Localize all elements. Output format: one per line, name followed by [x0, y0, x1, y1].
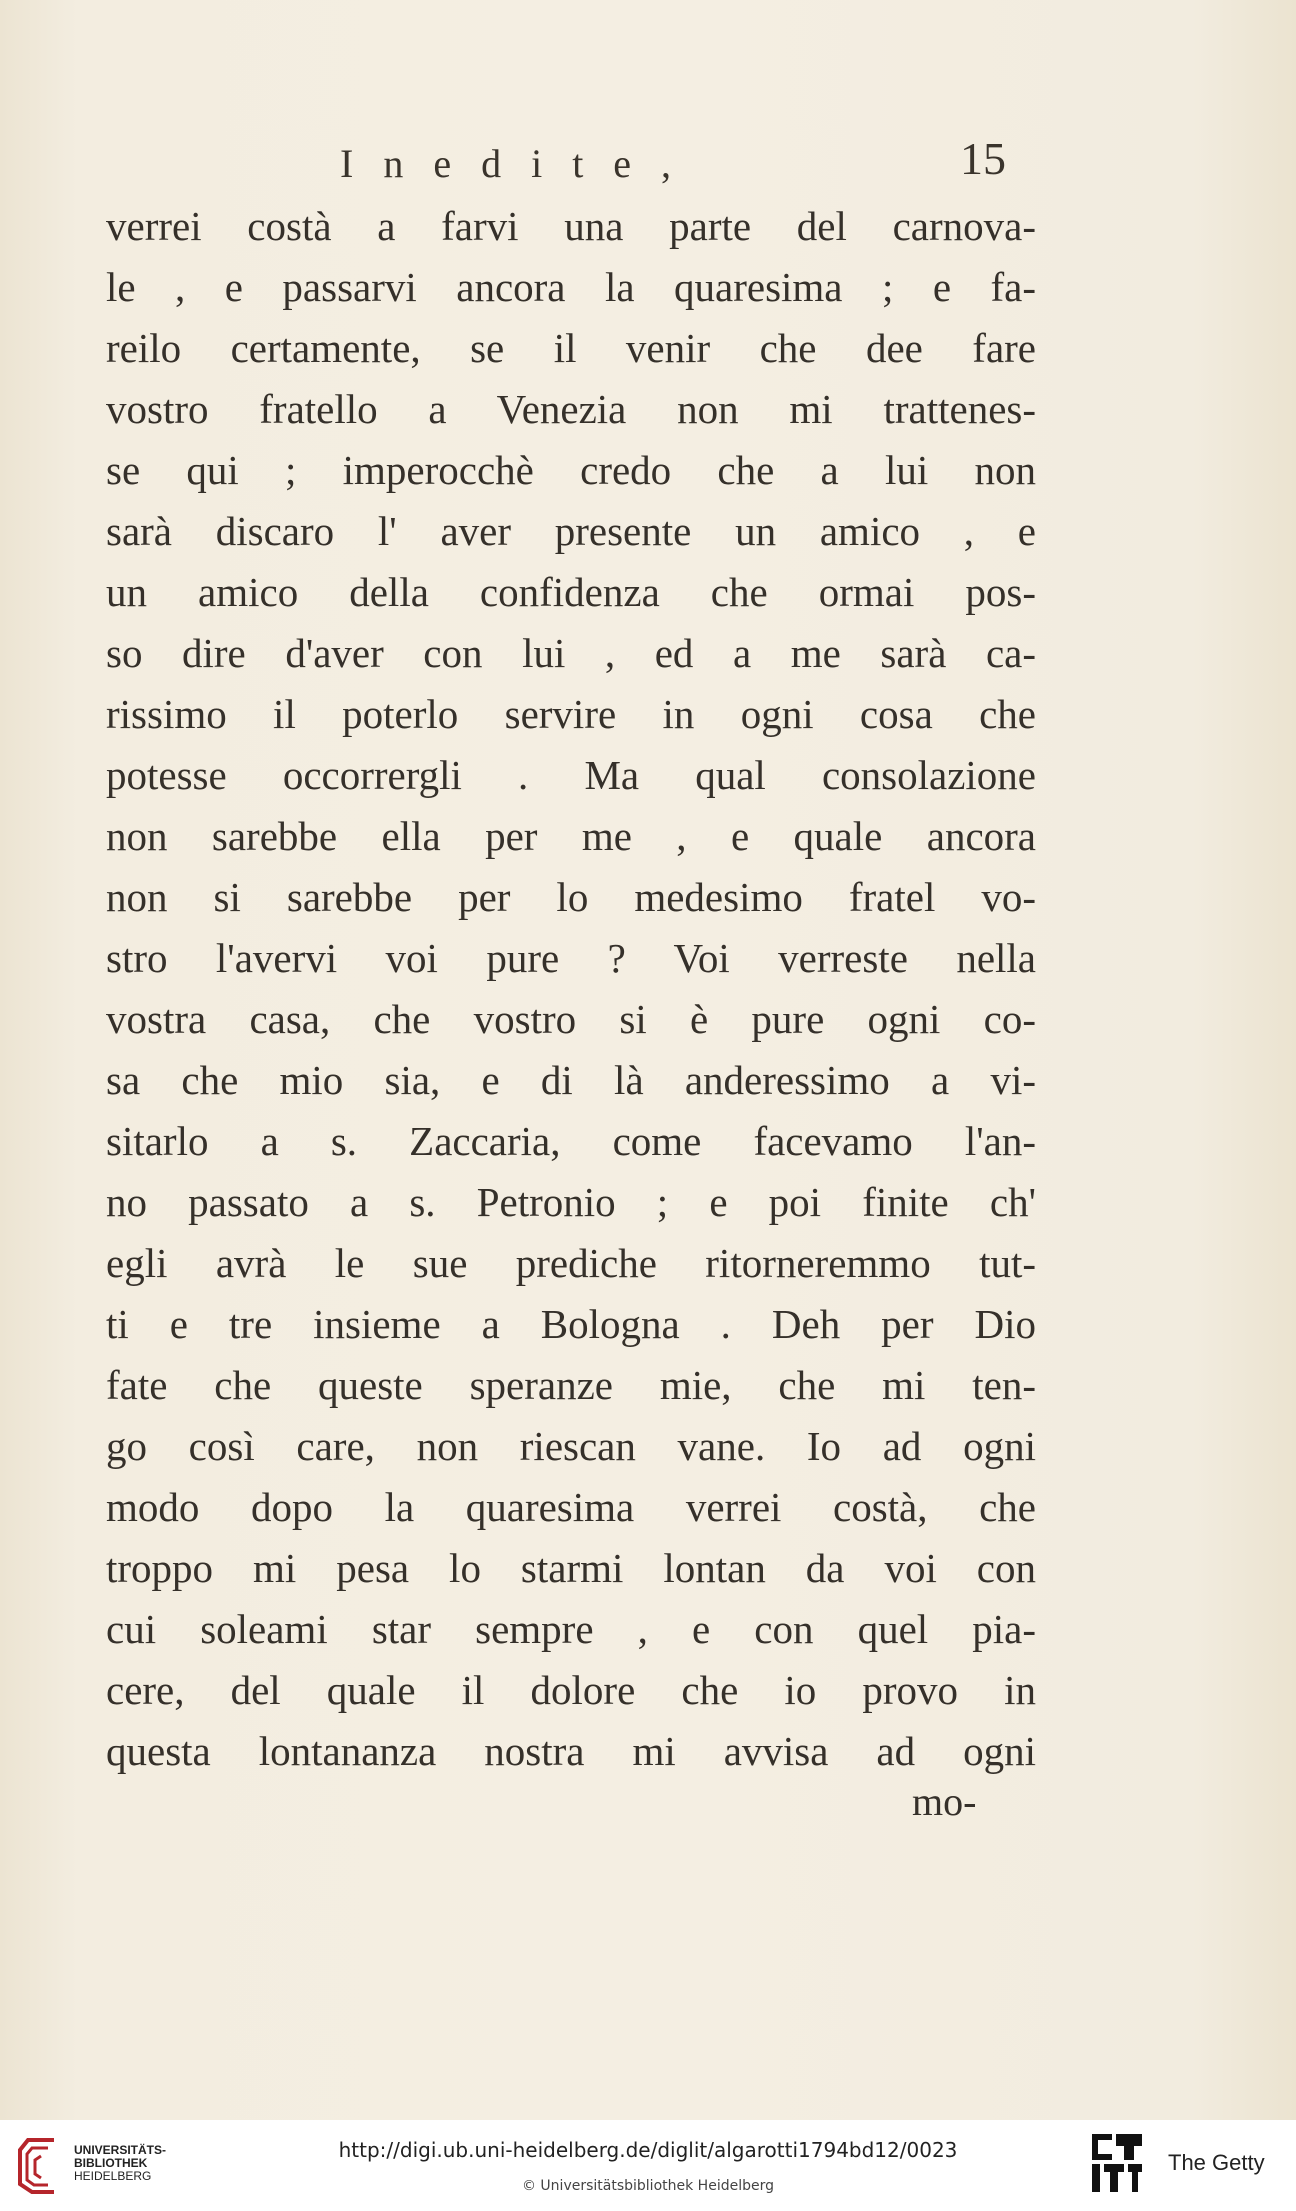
text-line: ti e tre insieme a Bologna . Deh per Dio: [106, 1301, 1036, 1347]
text-line: rissimo il poterlo servire in ogni cosa che: [106, 691, 1036, 737]
text-line: fate che queste speranze mie, che mi ten-: [106, 1362, 1036, 1408]
text-line: sarà discaro l' aver presente un amico , e: [106, 508, 1036, 554]
text-line: egli avrà le sue prediche ritorneremmo tut-: [106, 1240, 1036, 1286]
viewer-footer: [0, 2120, 1296, 2211]
text-line: questa lontananza nostra mi avvisa ad ogni: [106, 1728, 1036, 1774]
text-line: cere, del quale il dolore che io provo in: [106, 1667, 1036, 1713]
text-line: un amico della confidenza che ormai pos-: [106, 569, 1036, 615]
copyright-notice: © Universitätsbibliothek Heidelberg: [521, 2178, 774, 2194]
text-line: verrei costà a farvi una parte del carnova-: [106, 203, 1036, 249]
running-head: Inedite,: [340, 141, 702, 186]
library-name-line: BIBLIOTHEK: [74, 2156, 148, 2170]
text-line: stro l'avervi voi pure ? Voi verreste nella: [106, 935, 1036, 981]
text-line: troppo mi pesa lo starmi lontan da voi con: [106, 1545, 1036, 1591]
text-line: modo dopo la quaresima verrei costà, che: [106, 1484, 1036, 1530]
text-line: le , e passarvi ancora la quaresima ; e fa-: [106, 264, 1036, 310]
text-line: so dire d'aver con lui , ed a me sarà ca-: [106, 630, 1036, 676]
permalink-url[interactable]: http://digi.ub.uni-heidelberg.de/diglit/algarotti1794bd12/0023: [338, 2138, 958, 2162]
text-line: sitarlo a s. Zaccaria, come facevamo l'an-: [106, 1118, 1036, 1164]
text-line: go così care, non riescan vane. Io ad ogni: [106, 1423, 1036, 1469]
text-line: reilo certamente, se il venir che dee fare: [106, 325, 1036, 371]
text-line: potesse occorrergli . Ma qual consolazione: [106, 752, 1036, 798]
text-line: non si sarebbe per lo medesimo fratel vo-: [106, 874, 1036, 920]
text-line: non sarebbe ella per me , e quale ancora: [106, 813, 1036, 859]
getty-logo-icon[interactable]: [1090, 2132, 1144, 2196]
text-line: no passato a s. Petronio ; e poi finite ch': [106, 1179, 1036, 1225]
library-name-line: UNIVERSITÄTS-: [74, 2143, 167, 2157]
text-line: vostra casa, che vostro si è pure ogni co-: [106, 996, 1036, 1042]
text-line: se qui ; imperocchè credo che a lui non: [106, 447, 1036, 493]
body-text: [106, 196, 1036, 1782]
text-line: vostro fratello a Venezia non mi trattenes-: [106, 386, 1036, 432]
text-line: cui soleami star sempre , e con quel pia-: [106, 1606, 1036, 1652]
page-number: 15: [960, 133, 1006, 184]
getty-name: The Getty: [1168, 2150, 1265, 2175]
text-line: sa che mio sia, e di là anderessimo a vi-: [106, 1057, 1036, 1103]
library-name-line: HEIDELBERG: [74, 2169, 152, 2183]
catchword: mo-: [912, 1779, 977, 1824]
